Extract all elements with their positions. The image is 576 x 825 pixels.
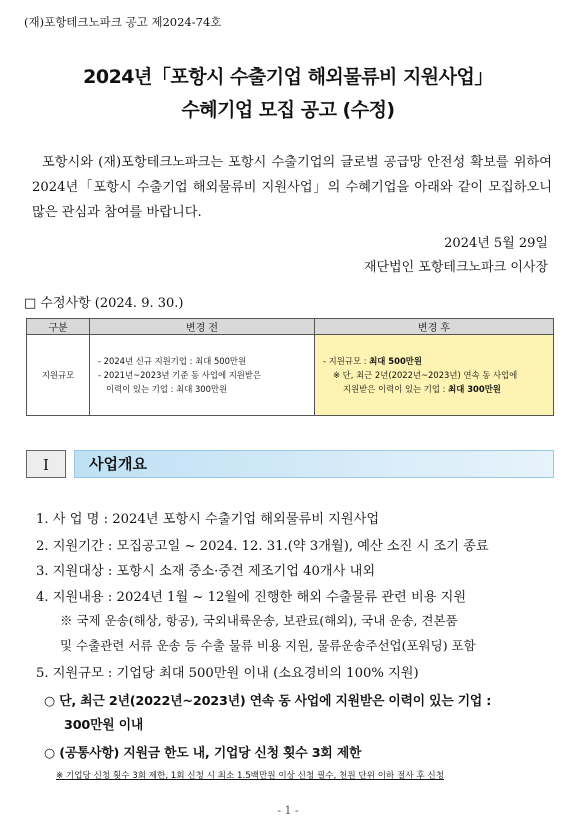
after-line-text: - 지원규모 : bbox=[323, 356, 370, 366]
after-line bbox=[323, 354, 545, 368]
list-item: 1. 사 업 명 : 2024년 포항시 수출기업 해외물류비 지원사업 bbox=[36, 512, 380, 527]
before-line: 이력이 있는 기업 : 최대 300만원 bbox=[106, 384, 228, 394]
section-number: Ⅰ bbox=[26, 450, 66, 478]
revision-table bbox=[26, 318, 554, 416]
announcement-date: 2024년 5월 29일 bbox=[444, 236, 548, 251]
after-line-text: 지원받은 이력이 있는 기업 : bbox=[343, 384, 449, 394]
bullet-item: ○ (공통사항) 지원금 한도 내, 기업당 신청 횟수 3회 제한 bbox=[44, 746, 362, 761]
after-cell bbox=[315, 335, 554, 416]
after-line-bold: 최대 500만원 bbox=[369, 356, 422, 366]
footnote: ※ 기업당 신청 횟수 3회 제한, 1회 신청 시 최소 1.5백만원 이상 신청 필수, 천원 단위 이하 절사 후 신청 bbox=[56, 771, 445, 781]
bullet-item-cont: 300만원 이내 bbox=[64, 718, 144, 733]
list-item: 2. 지원기간 : 모집공고일 ~ 2024. 12. 31.(약 3개월), 예산 소진 시 조기 종료 bbox=[36, 539, 489, 554]
revision-heading: □ 수정사항 (2024. 9. 30.) bbox=[24, 296, 184, 311]
list-item: 5. 지원규모 : 기업당 최대 500만원 이내 (소요경비의 100% 지원) bbox=[36, 666, 419, 681]
before-line: - 2024년 신규 지원기업 : 최대 500만원 bbox=[98, 356, 247, 366]
document-title-line2: 수혜기업 모집 공고 (수정) bbox=[181, 99, 395, 121]
notice-number: (재)포항테크노파크 공고 제2024-74호 bbox=[24, 15, 222, 29]
list-item: 4. 지원내용 : 2024년 1월 ~ 12월에 진행한 해외 수출물류 관련 비용 지원 bbox=[36, 590, 467, 605]
table-row bbox=[27, 335, 554, 416]
list-item-note: 및 수출관련 서류 운송 등 수출 물류 비용 지원, 물류운송주선업(포워딩) 포함 bbox=[60, 638, 476, 653]
list-item: 3. 지원대상 : 포항시 소재 중소·중견 제조기업 40개사 내외 bbox=[36, 564, 376, 579]
intro-paragraph: 포항시와 (재)포항테크노파크는 포항시 수출기업의 글로벌 공급망 안전성 확보를 위하여 2024년「포항시 수출기업 해외물류비 지원사업」의 수혜기업을 아래와 같이 모집하오니 많은 관심과 참여를 바랍니다. bbox=[32, 155, 552, 220]
after-line bbox=[323, 382, 545, 396]
document-title-line1: 2024년「포항시 수출기업 해외물류비 지원사업」 bbox=[83, 66, 493, 88]
col-category: 구분 bbox=[27, 319, 90, 335]
col-before: 변경 전 bbox=[90, 319, 315, 335]
before-cell bbox=[90, 335, 315, 416]
section-header bbox=[26, 450, 554, 478]
before-line: - 2021년~2023년 기준 동 사업에 지원받은 bbox=[98, 370, 262, 380]
col-after: 변경 후 bbox=[315, 319, 554, 335]
revision-table-header bbox=[27, 319, 554, 335]
after-line-bold: 최대 300만원 bbox=[448, 384, 501, 394]
issuing-organization: 재단법인 포항테크노파크 이사장 bbox=[363, 260, 548, 275]
bullet-item: ○ 단, 최근 2년(2022년~2023년) 연속 동 사업에 지원받은 이력이 있는 기업 : bbox=[44, 694, 492, 709]
list-item-note: ※ 국제 운송(해상, 항공), 국외내륙운송, 보관료(해외), 국내 운송, 견본품 bbox=[60, 613, 458, 628]
row-label: 지원규모 bbox=[27, 335, 90, 416]
page-number: - 1 - bbox=[277, 804, 299, 817]
section-title: 사업개요 bbox=[74, 450, 554, 478]
after-line: ※ 단, 최근 2년(2022년~2023년) 연속 동 사업에 bbox=[333, 370, 518, 380]
